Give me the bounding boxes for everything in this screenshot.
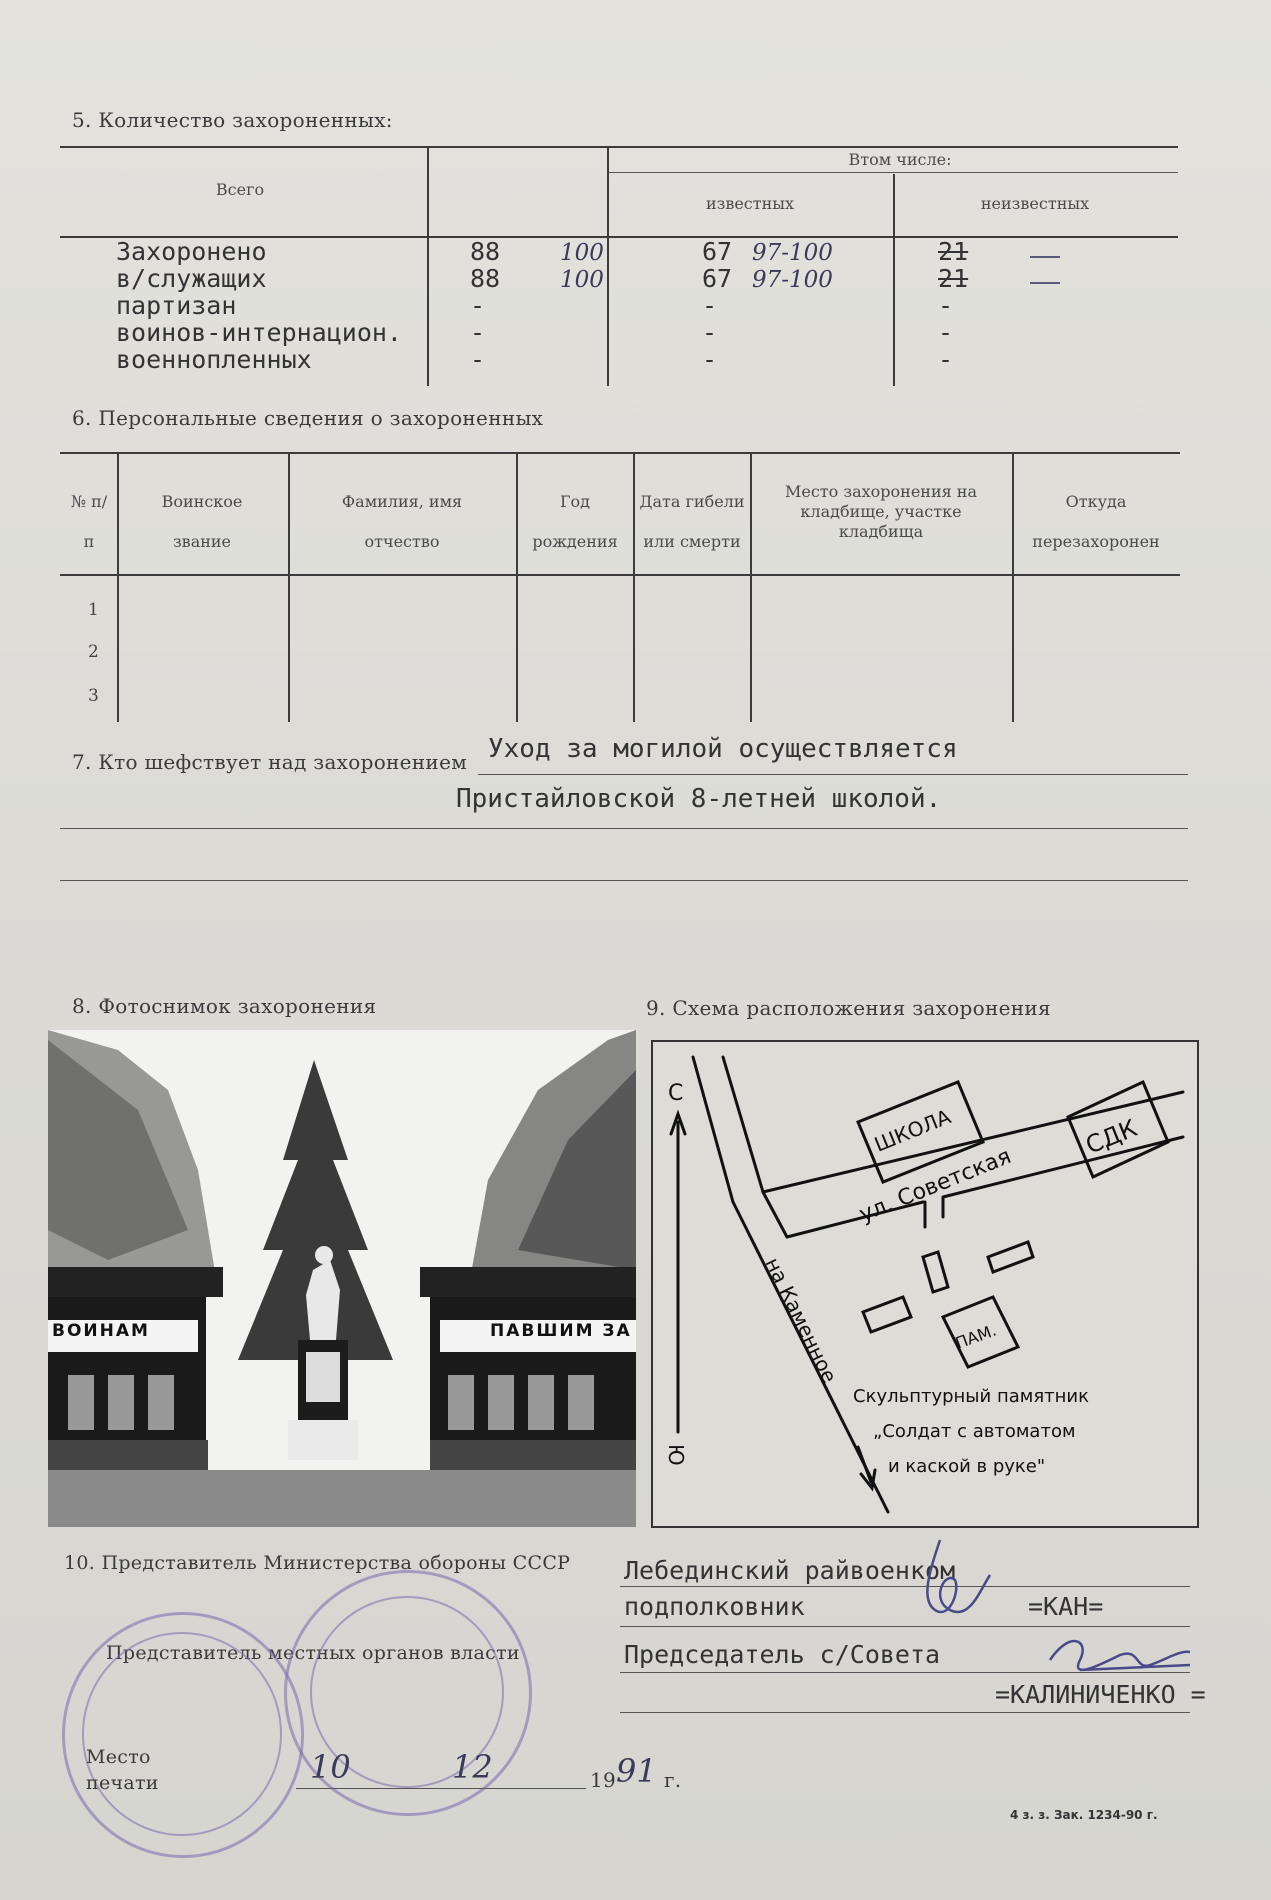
official-stamp-inner-ring: [82, 1632, 282, 1836]
table6-col-divider: [633, 452, 635, 722]
row-unknown: 21: [938, 237, 969, 266]
local-rep-name: =КАЛИНИЧЕНКО =: [995, 1680, 1206, 1709]
table5-labels: [116, 238, 402, 373]
location-scheme: [651, 1040, 1199, 1528]
row-number: 2: [88, 642, 99, 662]
date-day: 10: [310, 1748, 351, 1786]
row-label: Захоронено: [116, 237, 267, 266]
date-month: 12: [452, 1748, 493, 1786]
patron-line-2: Пристайловской 8-летней школой.: [456, 784, 942, 814]
patron-underline: [60, 880, 1188, 881]
table5-known: [702, 238, 732, 373]
row-label: воинов-интернацион.: [116, 318, 402, 347]
row-total: -: [470, 318, 486, 347]
scheme-street-label: ул. Советская: [855, 1143, 1015, 1228]
row-total: 88: [470, 237, 501, 266]
table5-known-handwritten: [752, 240, 833, 294]
table6-col-divider: [516, 452, 518, 722]
header-place: Место захоронения на кладбище, участке кладбища: [784, 482, 978, 541]
date-year: 91: [616, 1752, 657, 1790]
table5-col-divider: [893, 174, 895, 386]
header-rank: Воинское звание: [161, 492, 243, 551]
local-rep-label: Представитель местных органов власти: [106, 1642, 520, 1664]
scheme-monument-label: ПАМ.: [952, 1320, 999, 1353]
scheme-caption-1: Скульптурный памятник: [853, 1386, 1089, 1407]
header-name: Фамилия, имя отчество: [341, 492, 463, 551]
row-total: 88: [470, 264, 501, 293]
row-known: -: [702, 345, 718, 374]
section9-label: 9. Схема расположения захоронения: [646, 996, 1051, 1020]
scheme-south-label: Ю: [664, 1444, 688, 1466]
row-number: 3: [88, 686, 99, 706]
date-year-suffix: г.: [664, 1768, 682, 1792]
military-rep-name: =КАН=: [1028, 1592, 1104, 1621]
memorial-photo: [48, 1030, 636, 1527]
photo-sign-left: ВОИНАМ: [52, 1321, 150, 1341]
handwritten-dash: [1030, 256, 1060, 258]
scheme-road-label: на Каменное: [760, 1253, 842, 1387]
scheme-drawing: [653, 1042, 1197, 1526]
print-code: 4 з. з. Зак. 1234-90 г.: [1010, 1808, 1158, 1822]
local-rep-line-1: Председатель с/Совета: [624, 1640, 941, 1669]
seal-place-label-1: Место: [86, 1746, 151, 1768]
table5-col-divider: [427, 146, 429, 386]
date-underline: [296, 1788, 586, 1789]
military-rep-line-1: Лебединский райвоенком: [624, 1556, 956, 1585]
military-signature: [900, 1530, 1020, 1640]
patron-underline: [478, 774, 1188, 775]
header-death: Дата гибели или смерти: [639, 492, 745, 551]
table5-unknown: [938, 238, 968, 373]
section6-title: 6. Персональные сведения о захороненных: [72, 406, 544, 430]
col-known-header: известных: [705, 194, 795, 213]
row-known: -: [702, 291, 718, 320]
signature-underline: [620, 1712, 1190, 1713]
row-label: в/служащих: [116, 264, 267, 293]
handwritten-total: 100: [560, 240, 604, 266]
scheme-north-label: С: [668, 1081, 684, 1106]
seal-place-label-2: печати: [86, 1772, 159, 1794]
scheme-caption-3: и каской в руке": [888, 1456, 1046, 1477]
section8-label: 8. Фотоснимок захоронения: [72, 994, 377, 1018]
row-label: партизан: [116, 291, 237, 320]
table5-col-divider: [607, 146, 609, 386]
row-number: 1: [88, 600, 99, 620]
row-label: военнопленных: [116, 345, 312, 374]
handwritten-known: 97-100: [752, 267, 833, 293]
photo-sign-right: ПАВШИМ ЗА: [490, 1321, 632, 1341]
local-signature: [1040, 1620, 1200, 1690]
row-total: -: [470, 345, 486, 374]
table6-col-divider: [288, 452, 290, 722]
patron-line-1: Уход за могилой осуществляется: [488, 734, 958, 764]
row-unknown: -: [938, 345, 954, 374]
table6-col-divider: [1012, 452, 1014, 722]
col-incl-header: Втом числе:: [848, 150, 952, 169]
section5-title: 5. Количество захороненных:: [72, 108, 393, 132]
table5-totals: [470, 238, 500, 373]
date-year-prefix: 19: [590, 1768, 617, 1792]
col-unknown-header: неизвестных: [980, 194, 1090, 213]
table5-totals-handwritten: [560, 240, 604, 294]
patron-underline: [60, 828, 1188, 829]
header-num: № п/п: [70, 492, 108, 551]
scheme-caption-2: „Солдат с автоматом: [873, 1421, 1076, 1442]
section10-label: 10. Представитель Министерства обороны СССР: [64, 1552, 571, 1574]
header-birth: Год рождения: [532, 492, 618, 551]
memorial-photo-image: [48, 1030, 636, 1527]
table6-col-divider: [117, 452, 119, 722]
row-known: 67: [702, 237, 733, 266]
table5-top-rule: [60, 146, 1178, 148]
scheme-sdk-label: СДК: [1081, 1113, 1141, 1160]
handwritten-total: 100: [560, 267, 604, 293]
row-unknown: -: [938, 291, 954, 320]
header-from: Откуда перезахоронен: [1032, 492, 1160, 551]
handwritten-known: 97-100: [752, 240, 833, 266]
row-unknown: 21: [938, 264, 969, 293]
row-total: -: [470, 291, 486, 320]
scheme-school-label: ШКОЛА: [870, 1104, 955, 1157]
military-rep-line-2: подполковник: [624, 1592, 805, 1621]
table6-col-divider: [750, 452, 752, 722]
section7-label: 7. Кто шефствует над захоронением: [72, 750, 468, 774]
table5-sub-rule: [608, 172, 1178, 173]
row-unknown: -: [938, 318, 954, 347]
row-known: 67: [702, 264, 733, 293]
row-known: -: [702, 318, 718, 347]
col-total-header: Всего: [215, 180, 265, 199]
handwritten-dash: [1030, 282, 1060, 284]
